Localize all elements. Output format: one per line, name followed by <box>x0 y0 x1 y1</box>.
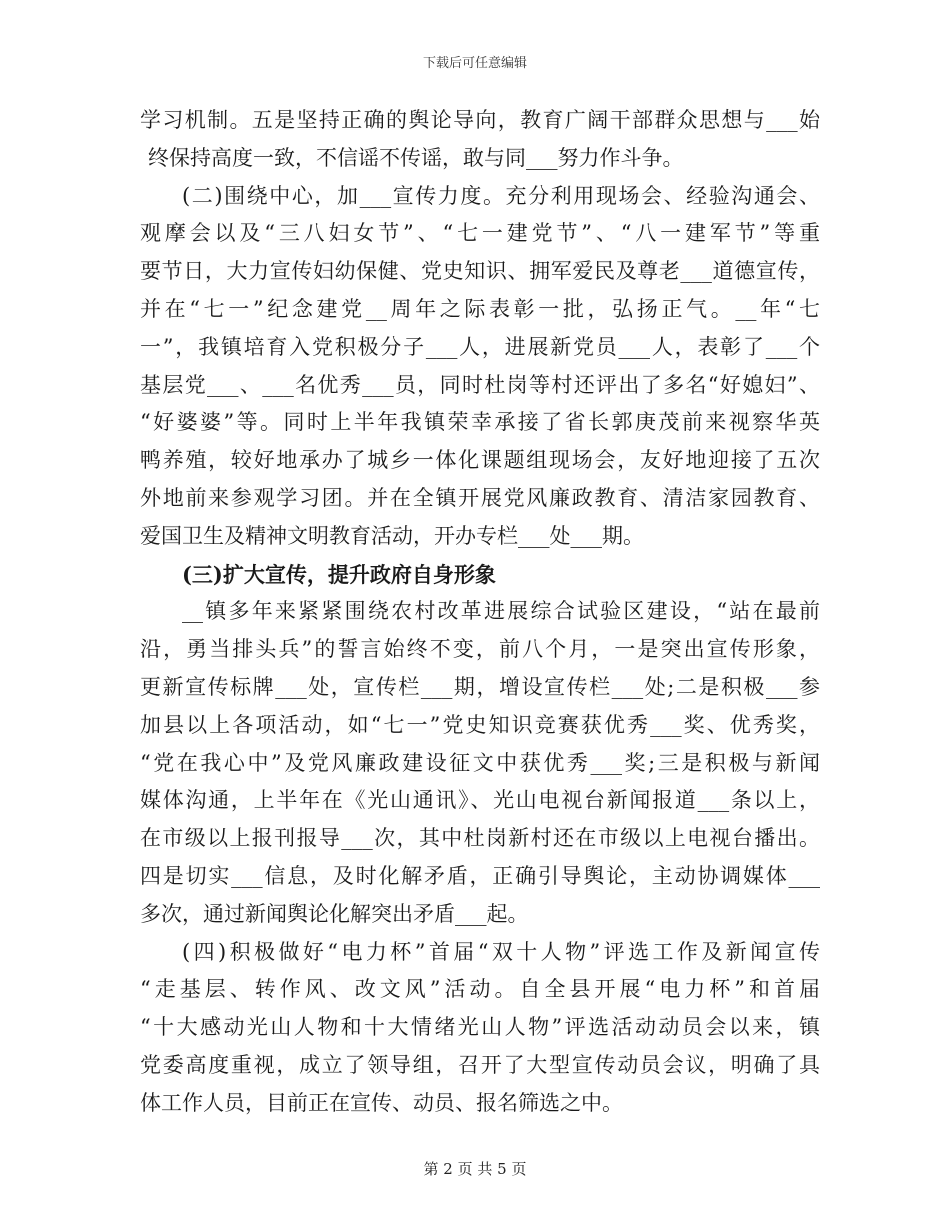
body-line: 媒体沟通，上半年在《光山通讯》、光山电视台新闻报道___条以上， <box>140 788 820 813</box>
body-line: “走基层、转作风、改文风”活动。自全县开展“电力杯”和首届 <box>140 977 820 1002</box>
body-line: 并在“七一”纪念建党__周年之际表彰一批，弘扬正气。__年“七 <box>140 296 820 321</box>
body-line: 要节日，大力宣传妇幼保健、党史知识、拥军爱民及尊老___道德宣传， <box>140 259 820 284</box>
body-line: 体工作人员，目前正在宣传、动员、报名筛选之中。 <box>140 1090 623 1115</box>
body-line: 党委高度重视，成立了领导组，召开了大型宣传动员会议，明确了具 <box>140 1052 820 1077</box>
body-line: 四是切实___信息，及时化解矛盾，正确引导舆论，主动协调媒体___ <box>140 863 820 888</box>
body-line: 沿，勇当排头兵”的誓言始终不变，前八个月，一是突出宣传形象， <box>140 637 820 662</box>
body-line: __镇多年来紧紧围绕农村改革进展综合试验区建设，“站在最前 <box>182 599 820 624</box>
body-line: 外地前来参观学习团。并在全镇开展党风廉政教育、清洁家园教育、 <box>140 485 820 510</box>
body-line: 在市级以上报刊报导___次，其中杜岗新村还在市级以上电视台播出。 <box>140 826 820 851</box>
page-footer: 第 2 页 共 5 页 <box>423 1160 527 1178</box>
body-line: “好婆婆”等。同时上半年我镇荣幸承接了省长郭庚茂前来视察华英 <box>140 410 820 435</box>
document-body <box>140 102 820 1123</box>
section-2-heading-line: (二)围绕中心，加___宣传力度。充分利用现场会、经验沟通会、 <box>182 183 820 208</box>
body-line: 多次，通过新闻舆论化解突出矛盾___起。 <box>140 901 529 926</box>
body-line: 一”，我镇培育入党积极分子___人，进展新党员___人，表彰了___个 <box>140 334 820 359</box>
body-line: 基层党___、___名优秀___员，同时杜岗等村还评出了多名“好媳妇”、 <box>140 372 820 397</box>
body-line: 爱国卫生及精神文明教育活动，开办专栏___处___期。 <box>140 523 644 548</box>
body-line: 学习机制。五是坚持正确的舆论导向，教育广阔干部群众思想与___始 <box>140 108 820 132</box>
section-3-heading: (三)扩大宣传，提升政府自身形象 <box>182 561 496 587</box>
body-line: 鸭养殖，较好地承办了城乡一体化课题组现场会，友好地迎接了五次 <box>140 448 820 473</box>
body-line: 加县以上各项活动，如“七一”党史知识竞赛获优秀___奖、优秀奖， <box>140 712 820 737</box>
body-line: 更新宣传标牌___处，宣传栏___期，增设宣传栏___处;二是积极___参 <box>140 674 820 699</box>
section-4-heading-line: (四)积极做好“电力杯”首届“双十人物”评选工作及新闻宣传 <box>182 939 820 964</box>
page-header: 下载后可任意编辑 <box>422 56 527 71</box>
body-line: “十大感动光山人物和十大情绪光山人物”评选活动动员会以来，镇 <box>140 1015 820 1040</box>
body-line: “党在我心中”及党风廉政建设征文中获优秀___奖;三是积极与新闻 <box>140 750 820 775</box>
body-line: 终保持高度一致，不信谣不传谣，敢与同___努力作斗争。 <box>148 145 684 170</box>
body-line: 观摩会以及“三八妇女节”、“七一建党节”、“八一建军节”等重 <box>140 221 820 246</box>
